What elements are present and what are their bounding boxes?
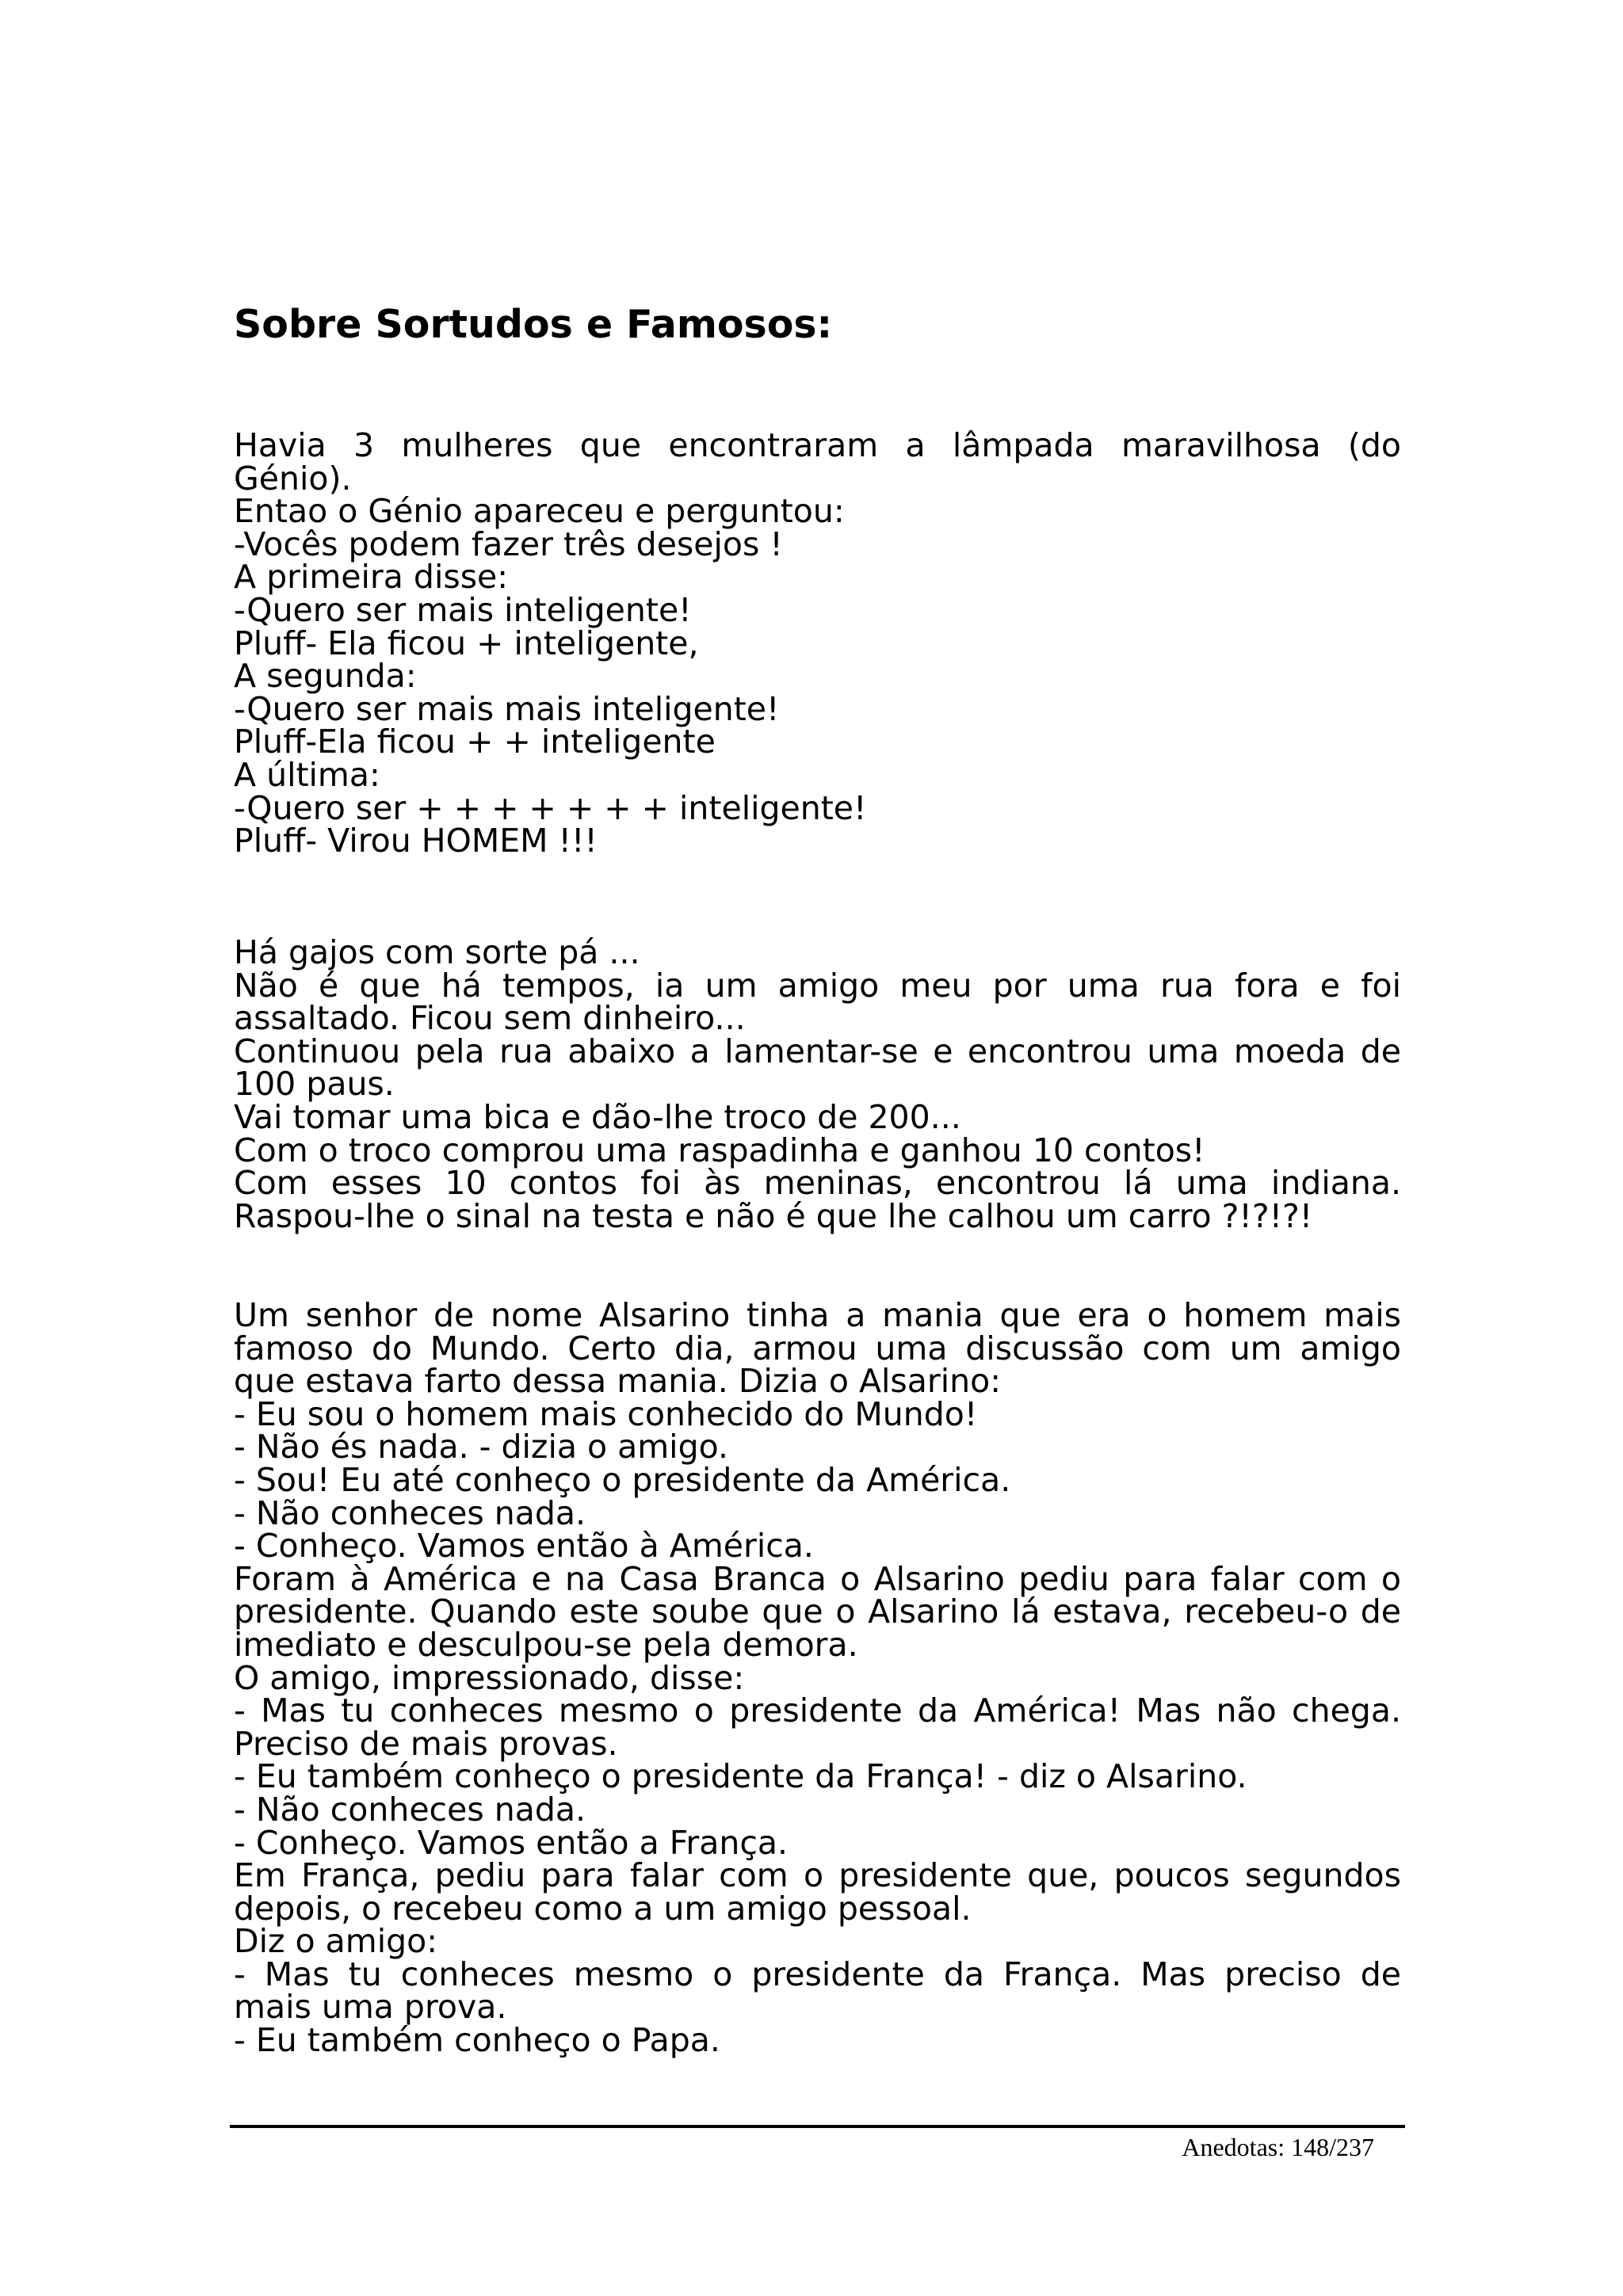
text-line: Foram à América e na Casa Branca o Alsarino pediu para falar com o <box>234 1559 1401 1598</box>
text-line: 100 paus. <box>234 1065 395 1104</box>
text-line: Com o troco comprou uma raspadinha e ganhou 10 contos! <box>234 1131 1205 1169</box>
text-line: - Conheço. Vamos então à América. <box>234 1527 814 1566</box>
text-line: Raspou-lhe o sinal na testa e não é que lhe calhou um carro ?!?!?! <box>234 1196 1313 1235</box>
joke-block <box>234 1296 1401 2060</box>
text-line: Pluff- Virou HOMEM !!! <box>234 822 598 860</box>
text-line: depois, o recebeu como a um amigo pessoal. <box>234 1889 972 1928</box>
text-line: A segunda: <box>234 657 417 696</box>
text-line: Génio). <box>234 459 352 498</box>
text-line: assaltado. Ficou sem dinheiro... <box>234 999 746 1038</box>
text-line: Vai tomar uma bica e dão-lhe troco de 200... <box>234 1097 961 1136</box>
text-line: -Quero ser mais inteligente! <box>234 590 692 629</box>
text-line: Preciso de mais provas. <box>234 1724 618 1763</box>
text-line: Não é que há tempos, ia um amigo meu por uma rua fora e foi <box>234 966 1401 1005</box>
text-line: que estava farto dessa mania. Dizia o Alsarino: <box>234 1362 1002 1401</box>
text-line: Pluff- Ela ficou + inteligente, <box>234 624 699 662</box>
text-line: Diz o amigo: <box>234 1922 438 1961</box>
text-line: Havia 3 mulheres que encontraram a lâmpada maravilhosa (do <box>234 426 1401 464</box>
text-line: - Eu sou o homem mais conhecido do Mundo! <box>234 1394 978 1433</box>
text-line: presidente. Quando este soube que o Alsarino lá estava, recebeu-o de <box>234 1592 1401 1631</box>
text-line: Em França, pediu para falar com o presidente que, poucos segundos <box>234 1856 1401 1895</box>
joke-block <box>234 933 1401 1235</box>
text-line: A última: <box>234 755 380 794</box>
text-line: -Quero ser mais mais inteligente! <box>234 689 780 728</box>
text-line: Com esses 10 contos foi às meninas, encontrou lá uma indiana. <box>234 1164 1401 1203</box>
text-line: Pluff-Ela ficou + + inteligente <box>234 723 716 761</box>
text-line: - Não conheces nada. <box>234 1493 586 1532</box>
text-line: - Não és nada. - dizia o amigo. <box>234 1428 728 1466</box>
text-line: -Vocês podem fazer três desejos ! <box>234 524 783 563</box>
text-line: Entao o Génio apareceu e perguntou: <box>234 492 845 531</box>
text-line: - Sou! Eu até conheço o presidente da América. <box>234 1460 1011 1499</box>
text-line: - Mas tu conheces mesmo o presidente da América! Mas não chega. <box>234 1691 1401 1730</box>
text-line: - Não conheces nada. <box>234 1790 586 1829</box>
text-line: Um senhor de nome Alsarino tinha a mania que era o homem mais <box>234 1296 1401 1334</box>
text-line: - Mas tu conheces mesmo o presidente da França. Mas preciso de <box>234 1955 1401 1993</box>
text-line: imediato e desculpou-se pela demora. <box>234 1625 858 1664</box>
page-number: Anedotas: 148/237 <box>1182 2133 1374 2161</box>
text-line: famoso do Mundo. Certo dia, armou uma discussão com um amigo <box>234 1329 1401 1367</box>
text-line: - Eu também conheço o Papa. <box>234 2021 720 2060</box>
section-title: Sobre Sortudos e Famosos: <box>234 302 833 347</box>
text-line: Há gajos com sorte pá ... <box>234 933 640 971</box>
footer-divider <box>230 2125 1405 2128</box>
text-line: mais uma prova. <box>234 1988 507 2027</box>
text-line: - Conheço. Vamos então a França. <box>234 1823 789 1862</box>
text-line: Continuou pela rua abaixo a lamentar-se e encontrou uma moeda de <box>234 1032 1401 1070</box>
text-line: - Eu também conheço o presidente da França! - diz o Alsarino. <box>234 1757 1247 1796</box>
text-line: O amigo, impressionado, disse: <box>234 1658 745 1697</box>
joke-block <box>234 426 1401 860</box>
text-line: A primeira disse: <box>234 558 509 597</box>
text-line: -Quero ser + + + + + + + inteligente! <box>234 788 867 827</box>
